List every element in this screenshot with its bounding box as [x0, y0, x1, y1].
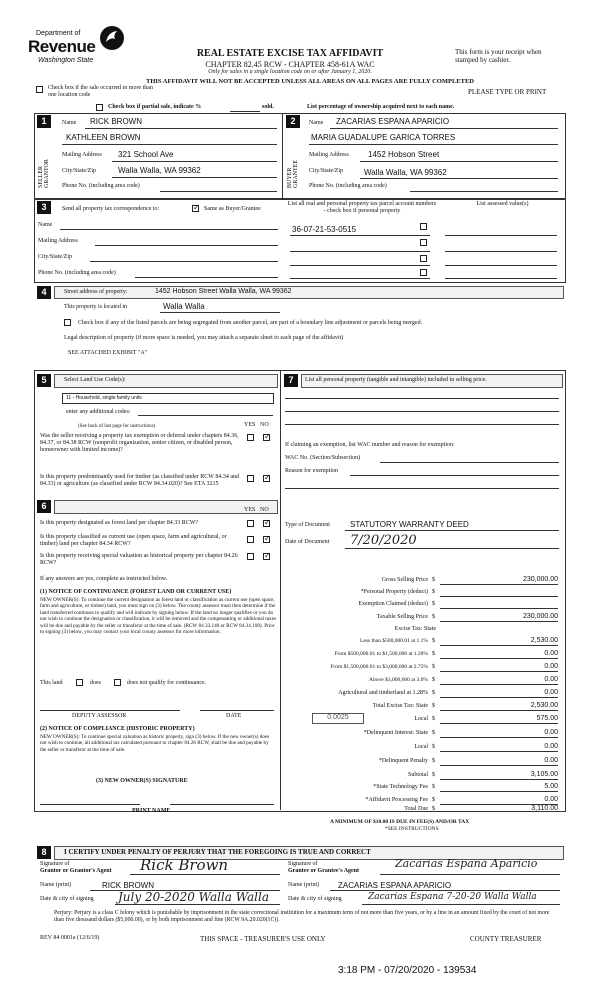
- b4-label: Above $3,000,000 at 3.0%: [369, 677, 428, 683]
- ownership-label: List percentage of ownership acquired next to each name.: [307, 104, 455, 110]
- grantor-sig-label-2: Grantor or Grantor's Agent: [40, 868, 112, 874]
- int-state-dollar: $: [432, 730, 435, 736]
- int-state-label: *Delinquent Interest: State: [363, 730, 428, 736]
- excise-state-label: Excise Tax: State: [394, 626, 436, 632]
- tech-fee-value[interactable]: 5.00: [544, 783, 558, 790]
- local-value[interactable]: 575.00: [536, 715, 558, 722]
- int-state-value[interactable]: 0.00: [544, 729, 558, 736]
- correspondence-label: Send all property tax correspondence to:: [62, 206, 160, 212]
- s5-q2-no[interactable]: [263, 475, 270, 482]
- legal-label: Legal description of property (if more space is needed, you may attach a separate sheet to each page of the affidavit): [64, 335, 344, 341]
- affidavit-fee-label: *Affidavit Processing Fee: [365, 797, 428, 803]
- s6-q1-yes[interactable]: [247, 520, 254, 527]
- located-label: This property is located in: [64, 304, 127, 310]
- b1-label: Less than $500,000.01 at 1.1%: [360, 638, 428, 644]
- taxable-label: Taxable Selling Price: [376, 614, 428, 620]
- exemption-dollar: $: [432, 601, 435, 607]
- continuance-title: (1) NOTICE OF CONTINUANCE (FOREST LAND OR CURRENT USE): [40, 589, 232, 595]
- section-5-number: 5: [37, 374, 51, 387]
- county-treasurer: COUNTY TREASURER: [470, 935, 542, 943]
- deputy-date-label: DATE: [226, 713, 242, 719]
- s5-q1-yes[interactable]: [247, 434, 254, 441]
- gross-dollar: $: [432, 577, 435, 583]
- s5-no-label: NO: [260, 422, 269, 428]
- multi-location-checkbox[interactable]: [36, 86, 43, 93]
- affidavit-fee-value[interactable]: 0.00: [544, 796, 558, 803]
- subtotal-label: Subtotal: [407, 772, 428, 778]
- buyer-city[interactable]: Walla Walla, WA 99362: [364, 168, 447, 177]
- legal-value[interactable]: SEE ATTACHED EXHIBIT "A": [68, 350, 148, 356]
- located-value[interactable]: Walla Walla: [163, 302, 205, 311]
- s6-q3-yes[interactable]: [247, 553, 254, 560]
- section-8-number: 8: [37, 846, 51, 859]
- seller-side-label: SELLER GRANTOR: [38, 159, 50, 188]
- grantee-print-name[interactable]: ZACARIAS ESPANA APARICIO: [338, 881, 452, 890]
- personal-property-title: List all personal property (tangible and intangible) included in selling price.: [305, 377, 487, 383]
- does-label: does: [90, 680, 101, 686]
- please-type: PLEASE TYPE OR PRINT: [468, 88, 547, 96]
- section-3-number: 3: [37, 201, 51, 214]
- section-6-number: 6: [37, 500, 51, 513]
- s5-q2-yes[interactable]: [247, 475, 254, 482]
- form-warning: THIS AFFIDAVIT WILL NOT BE ACCEPTED UNLESS ALL AREAS ON ALL PAGES ARE FULLY COMPLETED: [146, 78, 474, 85]
- seller-mailing[interactable]: 321 School Ave: [118, 150, 174, 159]
- grantee-sig-label-1: Signature of: [288, 861, 318, 867]
- buyer-side-label: BUYER GRANTEE: [287, 160, 299, 188]
- segregated-checkbox[interactable]: [64, 319, 71, 326]
- s6-q1-no[interactable]: [263, 520, 270, 527]
- b4-dollar: $: [432, 677, 435, 683]
- buyer-city-label: City/State/Zip: [309, 168, 343, 174]
- street-address[interactable]: 1452 Hobson Street Walla Walla, WA 99362: [155, 288, 292, 295]
- buyer-name2[interactable]: MARIA GUADALUPE GARICA TORRES: [311, 133, 456, 142]
- penalty-value[interactable]: 0.00: [544, 757, 558, 764]
- grantor-date-city[interactable]: July 20-2020 Walla Walla: [118, 890, 270, 904]
- doc-date-label: Date of Document: [285, 539, 330, 545]
- tech-fee-label: *State Technology Fee: [373, 784, 428, 790]
- b3-value[interactable]: 0.00: [544, 663, 558, 670]
- b3-label: From $1,500,000.01 to $3,000,000 at 2.75%: [330, 664, 428, 670]
- subtotal-value[interactable]: 3,105.00: [530, 771, 558, 778]
- agri-label: Agricultural and timberland at 1.28%: [338, 690, 428, 696]
- affidavit-fee-dollar: $: [432, 797, 435, 803]
- additional-codes-label: enter any additional codes:: [66, 409, 131, 415]
- seller-city-label: City/State/Zip: [62, 168, 96, 174]
- compliance-title: (2) NOTICE OF COMPLIANCE (HISTORIC PROPERTY): [40, 726, 195, 732]
- b1-value[interactable]: 2,530.00: [530, 637, 558, 644]
- deputy-assessor-label: DEPUTY ASSESSOR: [72, 713, 127, 719]
- b2-dollar: $: [432, 651, 435, 657]
- compliance-body: NEW OWNER(S): To continue special valuation as historic property, sign (3) below. If the new owner(s) does not wish to continue, all additional tax calculated pursuant to chapter 84.26 RCW, shall be due and payable by the seller or transferor at the time of sale.: [40, 734, 270, 753]
- see-instructions: *SEE INSTRUCTIONS: [385, 826, 439, 832]
- s6-no-label: NO: [260, 507, 269, 513]
- land-does-not-checkbox[interactable]: [114, 679, 121, 686]
- continuance-body: NEW OWNER(S): To continue the current designation as forest land or classification as current use (open space, farm and agriculture, or timber) land, you must sign on (3) below. The county assessor must then determine if the land transferred continues to qualify and will indicate by signing below. If the land no longer qualifies or you do not wish to continue the designation or classification, it will be removed and the compensating or additional taxes will be due and payable by the seller or transferor at the time of sale. (RCW 84.33.140 or RCW 84.34.108). Prior to signing (3) below, you may contact your local county assessor for more information.: [40, 597, 276, 636]
- wac-no-label: WAC No. (Section/Subsection): [285, 455, 361, 461]
- grantor-date-label: Date & city of signing: [40, 896, 94, 902]
- receipt-note: This form is your receipt when stamped by cashier.: [455, 48, 542, 64]
- grantor-signature[interactable]: Rick Brown: [140, 856, 229, 874]
- partial-sale-checkbox[interactable]: [96, 104, 103, 111]
- b4-value[interactable]: 0.00: [544, 676, 558, 683]
- penalty-dollar: $: [432, 758, 435, 764]
- form-chapter: CHAPTER 82.45 RCW - CHAPTER 458-61A WAC: [205, 60, 375, 69]
- s3-mailing-label: Mailing Address: [38, 238, 78, 244]
- subtotal-dollar: $: [432, 772, 435, 778]
- multi-location-label: Check box if the sale occurred in more than one location code: [48, 85, 153, 98]
- s6-yes-label: YES: [244, 507, 256, 513]
- total-state-label: Total Excise Tax: State: [372, 703, 428, 709]
- new-owner-signature-label: (3) NEW OWNER(S) SIGNATURE: [96, 778, 188, 784]
- int-local-label: Local: [414, 744, 428, 750]
- total-due-label: Total Due: [404, 806, 428, 812]
- buyer-phone-label: Phone No. (including area code): [309, 183, 387, 189]
- does-not-label: does not qualify for continuance.: [127, 680, 207, 686]
- seller-name1[interactable]: RICK BROWN: [90, 117, 142, 126]
- segregated-label: Check box if any of the listed parcels are being segregated from another parcel, are part of a boundary line adjustment or parcels being merged.: [78, 320, 423, 326]
- grantor-print-name[interactable]: RICK BROWN: [102, 881, 154, 890]
- tech-fee-dollar: $: [432, 784, 435, 790]
- s5-q2: Is this property predominantly used for timber (as classified under RCW 84.34 and 84.33) or agriculture (as classified under RCW 84.34.020)? See ETA 3215: [40, 474, 240, 487]
- seller-mailing-label: Mailing Address: [62, 152, 102, 158]
- int-local-value[interactable]: 0.00: [544, 743, 558, 750]
- grantee-name-label: Name (print): [288, 882, 320, 888]
- total-state-dollar: $: [432, 703, 435, 709]
- total-due-value[interactable]: 3,110.00: [531, 805, 558, 812]
- s3-phone-label: Phone No. (including area code): [38, 270, 116, 276]
- b2-value[interactable]: 0.00: [544, 650, 558, 657]
- s5-yes-label: YES: [244, 422, 256, 428]
- s3-name-label: Name: [38, 222, 53, 228]
- b3-dollar: $: [432, 664, 435, 670]
- parcel-header: List all real and personal property tax parcel account numbers - check box if personal property: [287, 201, 437, 214]
- doc-type-label: Type of Document: [285, 522, 330, 528]
- grantee-date-label: Date & city of signing: [288, 896, 342, 902]
- b2-label: From $500,000.01 to $1,500,000 at 1.28%: [334, 651, 428, 657]
- parcel-4-personal-checkbox[interactable]: [420, 269, 427, 276]
- s6-q3-no[interactable]: [263, 553, 270, 560]
- assessed-header: List assessed value(s): [476, 201, 529, 207]
- doc-type-value[interactable]: STATUTORY WARRANTY DEED: [350, 520, 469, 529]
- local-dollar: $: [432, 716, 435, 722]
- section-4-number: 4: [37, 286, 51, 299]
- gross-label: Gross Selling Price: [381, 577, 428, 583]
- parcel-2-personal-checkbox[interactable]: [420, 239, 427, 246]
- same-as-buyer-label: Same as Buyer/Grantee: [204, 206, 261, 212]
- s5-q1: Was the seller receiving a property tax exemption or deferral under chapters 84.36, 84.37, or 84.38 RCW (nonprofit organization, senior citizen, or disabled person, homeowner with limited income)?: [40, 433, 239, 453]
- seller-name-label: Name: [62, 120, 77, 126]
- s3-city-label: City/State/Zip: [38, 254, 72, 260]
- perjury-note: Perjury: Perjury is a class C felony which is punishable by imprisonment in the state correctional institution for a maximum term of not more than five years, or by a fine in an amount fixed by the court of not more than five thousand dollars ($5,000.00), or by both imprisonment and fine (RCW 9A.20.020(1C)).: [54, 910, 550, 923]
- grantee-signature[interactable]: Zacarias Espana Aparicio: [395, 857, 538, 870]
- dor-logo: [28, 30, 128, 70]
- certify-label: I CERTIFY UNDER PENALTY OF PERJURY THAT THE FOREGOING IS TRUE AND CORRECT: [64, 848, 371, 856]
- section-7-number: 7: [284, 374, 298, 387]
- receipt-stamp: 3:18 PM - 07/20/2020 - 139534: [338, 965, 477, 976]
- agri-dollar: $: [432, 690, 435, 696]
- dept-line3: Washington State: [38, 57, 94, 64]
- seller-name2[interactable]: KATHLEEN BROWN: [66, 133, 141, 142]
- penalty-label: *Delinquent Penalty: [378, 758, 428, 764]
- s6-q2-no[interactable]: [263, 536, 270, 543]
- taxable-value[interactable]: 230,000.00: [522, 613, 558, 620]
- agri-value[interactable]: 0.00: [544, 689, 558, 696]
- section-2-number: 2: [286, 115, 300, 128]
- dept-line1: Department of: [36, 30, 81, 37]
- land-use-title: Select Land Use Code(s):: [64, 377, 126, 383]
- total-state-value[interactable]: 2,530.00: [530, 702, 558, 709]
- taxable-dollar: $: [432, 614, 435, 620]
- section-1-number: 1: [37, 115, 51, 128]
- buyer-mailing-label: Mailing Address: [309, 152, 349, 158]
- buyer-name1[interactable]: ZACARIAS ESPANA APARICIO: [336, 117, 450, 126]
- sold-label: sold.: [262, 104, 274, 110]
- grantee-sig-label-2: Grantee or Grantee's Agent: [288, 868, 360, 874]
- buyer-name-label: Name: [309, 120, 324, 126]
- s5-q1-no[interactable]: [263, 434, 270, 441]
- buyer-mailing[interactable]: 1452 Hobson Street: [368, 150, 440, 159]
- b1-dollar: $: [432, 638, 435, 644]
- if-yes-note: If any answers are yes, complete as instructed below.: [40, 576, 168, 582]
- grantor-name-label: Name (print): [40, 882, 72, 888]
- same-as-buyer-checkbox[interactable]: [192, 205, 199, 212]
- s6-q1: Is this property designated as forest land per chapter 84.33 RCW?: [40, 520, 199, 526]
- partial-sale-label: Check box if partial sale, indicate %: [108, 104, 202, 110]
- wac-claim-label: If claiming an exemption, list WAC number and reason for exemption:: [285, 442, 455, 448]
- rev-number: REV 84 0001a (12/6/19): [40, 935, 100, 941]
- see-back-label: (See back of last page for instructions): [78, 424, 156, 429]
- wa-logo-icon: [98, 24, 126, 52]
- s6-q2-yes[interactable]: [247, 536, 254, 543]
- exemption-deduct-label: Exemption Claimed (deduct): [358, 601, 428, 607]
- int-local-dollar: $: [432, 744, 435, 750]
- this-land-label: This land: [40, 680, 63, 686]
- local-label: Local: [414, 716, 428, 722]
- land-use-code: 11 - Household, single family units: [66, 395, 142, 401]
- grantee-date-city[interactable]: Zacarias Espana 7-20-20 Walla Walla: [368, 892, 537, 902]
- parcel-3-personal-checkbox[interactable]: [420, 255, 427, 262]
- parcel-1-personal-checkbox[interactable]: [420, 223, 427, 230]
- print-name-label: PRINT NAME: [132, 808, 171, 814]
- s6-q3: Is this property receiving special valuation as historical property per chapter 84.26 RCW?: [40, 553, 238, 566]
- s6-q2: Is this property classified as current use (open space, farm and agricultural, or timber) land per chapter 84.34 RCW?: [40, 534, 227, 547]
- parcel-number[interactable]: 36-07-21-53-0515: [292, 225, 357, 234]
- personal-deduct-label: *Personal Property (deduct): [360, 589, 428, 595]
- local-rate-box[interactable]: 0.0025: [312, 713, 364, 724]
- personal-dollar: $: [432, 589, 435, 595]
- treasurer-only: THIS SPACE - TREASURER'S USE ONLY: [200, 935, 326, 943]
- form-title: REAL ESTATE EXCISE TAX AFFIDAVIT: [196, 48, 384, 59]
- dept-line2: Revenue: [28, 37, 96, 56]
- grantor-sig-label-1: Signature of: [40, 861, 70, 867]
- seller-city[interactable]: Walla Walla, WA 99362: [118, 166, 201, 175]
- minimum-note: A MINIMUM OF $10.00 IS DUE IN FEE(S) AND/OR TAX: [330, 819, 470, 825]
- street-label: Street address of property:: [64, 289, 128, 295]
- reason-label: Reason for exemption: [285, 468, 338, 474]
- seller-phone-label: Phone No. (including area code): [62, 183, 140, 189]
- land-use-select[interactable]: [62, 393, 274, 404]
- total-due-dollar: $: [432, 806, 435, 812]
- doc-date-value[interactable]: 7/20/2020: [350, 533, 417, 548]
- gross-value[interactable]: 230,000.00: [522, 576, 558, 583]
- land-does-checkbox[interactable]: [76, 679, 83, 686]
- form-chapter-note: Only for sales in a single location code on or after January 1, 2020.: [208, 69, 372, 75]
